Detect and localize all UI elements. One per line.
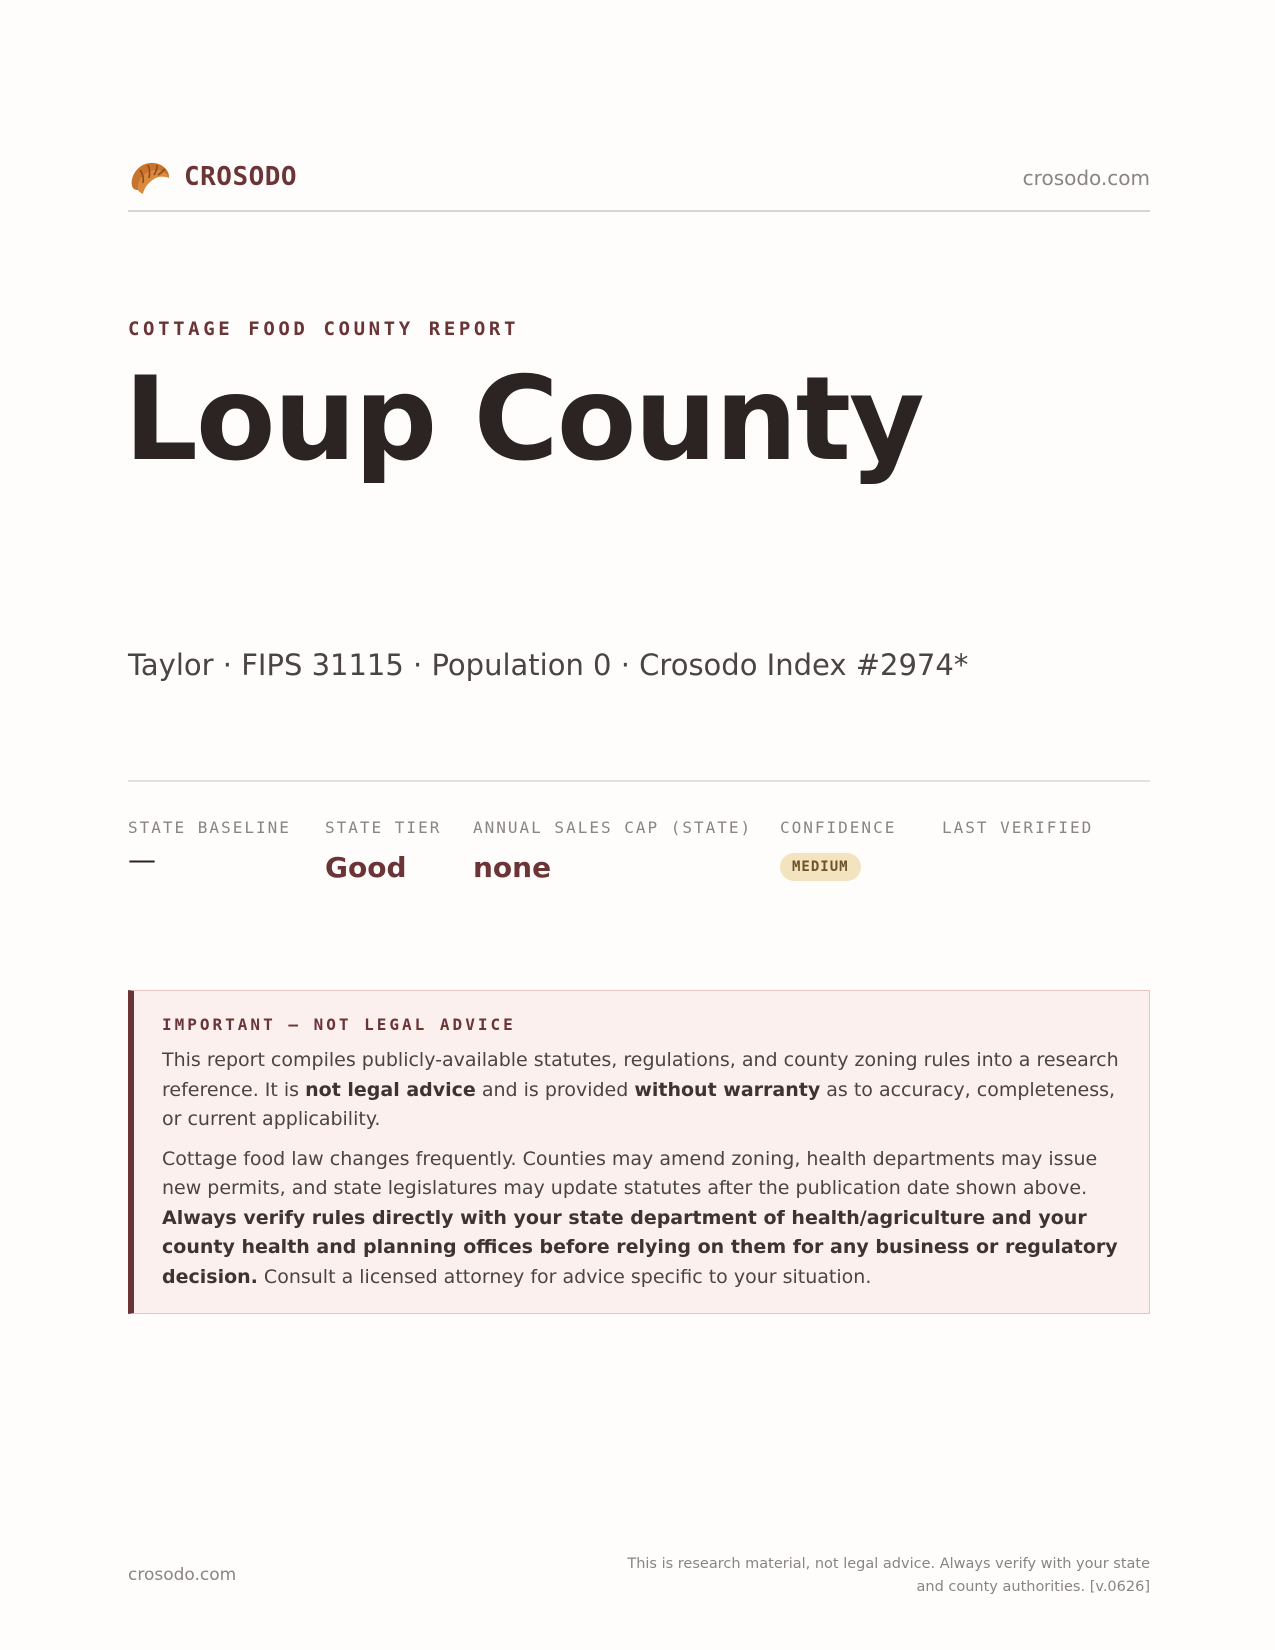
confidence-badge: MEDIUM [780,853,861,881]
stat-state-baseline [128,818,291,876]
notice-text: Cottage food law changes frequently. Counties may amend zoning, health departments may issue new permits, and state legislatures may update statutes after the publication date shown above. [162,1147,1098,1199]
notice-text: and is provided [475,1078,635,1101]
county-subtitle: Taylor · FIPS 31115 · Population 0 · Crosodo Index #2974* [128,648,969,682]
header-url[interactable]: crosodo.com [1022,166,1150,190]
notice-paragraph-1 [162,1046,1123,1135]
stat-sales-cap [473,818,752,884]
stats-row [128,780,1150,912]
stat-confidence [780,818,896,881]
stat-state-tier [325,818,441,884]
notice-text: This report compiles publicly-available statutes, regulations, and county zoning rules into a research reference. It is [162,1049,1119,1101]
legal-notice [128,990,1150,1314]
stat-value: Good [325,851,407,884]
croissant-icon [128,158,172,196]
stat-value: none [473,851,552,884]
report-eyebrow: COTTAGE FOOD COUNTY REPORT [128,318,520,340]
brand-name: CROSODO [184,162,298,192]
page-header [128,158,1150,212]
stat-last-verified [942,818,1093,851]
notice-text: as to accuracy, completeness, or current applicability. [162,1078,1116,1130]
page-title: Loup County [124,352,923,487]
stat-label: STATE BASELINE [128,818,291,837]
notice-emphasis: Always verify rules directly with your state department of health/agriculture and your county health and planning offices before relying on them for any business or regulatory decision. [162,1206,1118,1288]
stat-value: — [128,843,156,876]
footer-url[interactable]: crosodo.com [128,1565,237,1585]
stat-label: STATE TIER [325,818,442,837]
report-page [124,0,1150,1650]
notice-emphasis: not legal advice [305,1078,476,1101]
notice-text: Consult a licensed attorney for advice specific to your situation. [257,1265,872,1288]
stat-label: CONFIDENCE [780,818,897,837]
stat-label: ANNUAL SALES CAP (STATE) [473,818,753,837]
notice-title: IMPORTANT — NOT LEGAL ADVICE [162,1015,516,1034]
notice-emphasis: without warranty [634,1078,821,1101]
footer-disclaimer: This is research material, not legal advice. Always verify with your state and county authorities. [v.0626] [627,1556,1150,1595]
notice-paragraph-2 [162,1145,1123,1293]
stat-label: LAST VERIFIED [942,818,1094,837]
brand[interactable] [128,158,297,196]
